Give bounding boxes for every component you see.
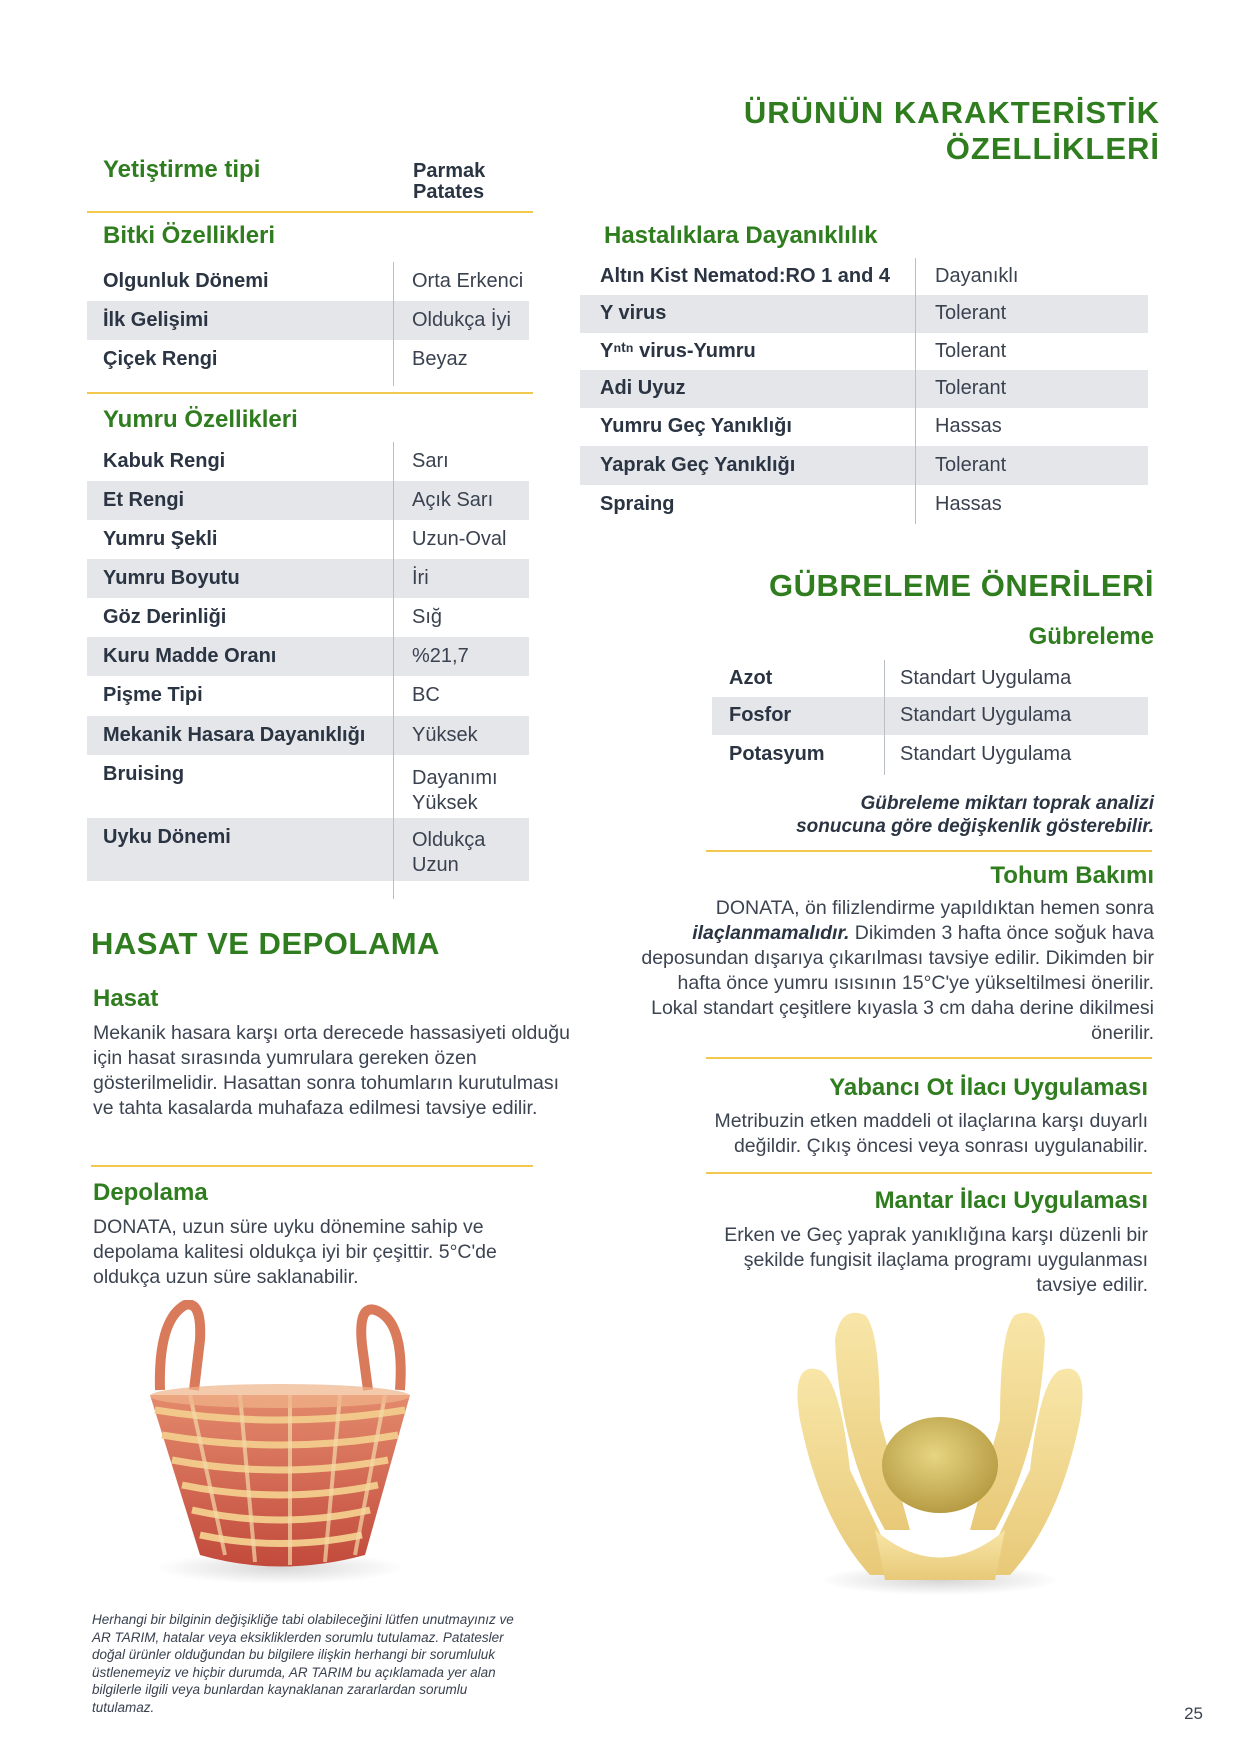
divider [91, 1165, 533, 1167]
row-value: Standart Uygulama [900, 743, 1072, 765]
row-value: BC [412, 684, 440, 706]
row-value: Standart Uygulama [900, 667, 1072, 689]
table-row [87, 755, 529, 818]
row-value: Sarı [412, 450, 449, 472]
row-value: %21,7 [412, 645, 469, 667]
row-label: Yaprak Geç Yanıklığı [600, 454, 796, 476]
harvest-heading: Hasat [93, 985, 159, 1012]
table-row [580, 446, 1148, 485]
row-label: Spraing [600, 493, 675, 515]
storage-heading: Depolama [93, 1179, 208, 1206]
divider [706, 1057, 1152, 1059]
table-row [87, 301, 529, 340]
table-row [712, 660, 1148, 697]
table-row [87, 598, 529, 637]
herbicide-heading: Yabancı Ot İlacı Uygulaması [829, 1074, 1148, 1101]
disease-heading: Hastalıklara Dayanıklılık [604, 222, 878, 249]
table-row [87, 520, 529, 559]
seed-care-text [634, 896, 1154, 1046]
plant-heading: Bitki Özellikleri [103, 222, 276, 249]
row-label: Olgunluk Dönemi [103, 270, 269, 292]
row-value: Tolerant [935, 454, 1007, 476]
row-value: Sığ [412, 606, 443, 628]
row-label: Yⁿᵗⁿ virus-Yumru [600, 340, 756, 362]
divider [706, 1172, 1152, 1174]
row-value: Dayanıklı [935, 265, 1019, 287]
table-row [580, 295, 1148, 333]
row-label: Et Rengi [103, 489, 185, 511]
row-label: Kabuk Rengi [103, 450, 226, 472]
row-label: Yumru Şekli [103, 528, 218, 550]
row-value: Tolerant [935, 302, 1007, 324]
storage-text: DONATA, uzun süre uyku dönemine sahip ve depolama kalitesi oldukça iyi bir çeşittir. 5°C'de oldukça uzun süre saklanabilir. [93, 1216, 497, 1288]
row-label: Çiçek Rengi [103, 348, 218, 370]
harvest-title: HASAT VE DEPOLAMA [91, 926, 440, 961]
growing-type-value: Parmak Patates [413, 160, 486, 203]
row-value: Oldukça İyi [412, 309, 511, 331]
seed-care-text-a: DONATA, ön filizlendirme yapıldıktan hemen sonra [715, 897, 1154, 919]
row-value: Orta Erkenci [412, 270, 524, 292]
table-row [87, 481, 529, 520]
column-divider [884, 660, 885, 775]
table-row [87, 716, 529, 755]
row-value: Uzun-Oval [412, 528, 507, 550]
potato-hands-image [780, 1300, 1100, 1600]
fertilization-table [712, 660, 1148, 775]
row-label: Fosfor [729, 704, 792, 726]
divider [87, 392, 533, 394]
row-value: İri [412, 567, 429, 589]
seed-care-warning: ilaçlanmamalıdır. [692, 922, 850, 944]
table-row [87, 676, 529, 716]
column-divider [393, 442, 394, 899]
fertilization-note-line: Gübreleme miktarı toprak analizi [860, 793, 1154, 814]
page-number: 25 [1184, 1704, 1203, 1723]
table-row [87, 442, 529, 481]
row-value: Oldukça Uzun [412, 829, 486, 876]
row-value: Dayanımı Yüksek [412, 767, 498, 814]
table-row [87, 559, 529, 598]
table-row [87, 818, 529, 881]
table-row [580, 485, 1148, 524]
row-label: İlk Gelişimi [103, 309, 209, 331]
page-title: ÜRÜNÜN KARAKTERİSTİK ÖZELLİKLERİ [743, 95, 1160, 166]
tuber-table [87, 442, 529, 881]
column-divider [393, 262, 394, 386]
row-value: Yüksek [412, 724, 478, 746]
disclaimer: Herhangi bir bilginin değişikliğe tabi olabileceğini lütfen unutmayınız ve AR TARIM, hatalar veya eksikliklerden sorumlu tutulamaz. Patatesler doğal ürünler olduğundan bu bilgilere ilişkin herhangi bir sorumluluk üstlenemeyiz ve hiçbir durumda, AR TARIM bu açıklamada yer alan bilgilerle ilgili veya bunlardan kaynaklanan zararlardan sorumlu tutulamaz. [92, 1612, 514, 1715]
row-label: Mekanik Hasara Dayanıklığı [103, 724, 366, 746]
divider [87, 211, 533, 213]
seed-care-heading: Tohum Bakımı [990, 862, 1154, 889]
divider [706, 850, 1152, 852]
row-value: Tolerant [935, 377, 1007, 399]
table-row [580, 370, 1148, 408]
table-row [712, 735, 1148, 775]
row-label: Altın Kist Nematod:RO 1 and 4 [600, 265, 891, 287]
row-label: Azot [729, 667, 773, 689]
row-label: Kuru Madde Oranı [103, 645, 277, 667]
row-value: Standart Uygulama [900, 704, 1072, 726]
row-value: Açık Sarı [412, 489, 494, 511]
table-row [87, 340, 529, 379]
row-value: Hassas [935, 415, 1002, 437]
growing-type-label: Yetiştirme tipi [103, 156, 261, 183]
fungicide-heading: Mantar İlacı Uygulaması [874, 1187, 1148, 1214]
tuber-heading: Yumru Özellikleri [103, 406, 298, 433]
row-value: Tolerant [935, 340, 1007, 362]
row-label: Göz Derinliği [103, 606, 227, 628]
table-row [580, 408, 1148, 446]
row-label: Bruising [103, 763, 185, 785]
row-value: Hassas [935, 493, 1002, 515]
fertilization-note-line: sonucuna göre değişkenlik gösterebilir. [796, 816, 1154, 837]
table-row [580, 333, 1148, 370]
row-label: Yumru Geç Yanıklığı [600, 415, 792, 437]
fertilization-title: GÜBRELEME ÖNERİLERİ [769, 568, 1154, 603]
column-divider [915, 258, 916, 524]
row-value: Beyaz [412, 348, 468, 370]
table-row [87, 262, 529, 301]
row-label: Pişme Tipi [103, 684, 203, 706]
table-row [580, 258, 1148, 295]
harvest-text: Mekanik hasara karşı orta derecede hassasiyeti olduğu için hasat sırasında yumrulara gereken özen gösterilmelidir. Hasattan sonra tohumların kurutulması ve tahta kasalarda muhafaza edilmesi tavsiye edilir. [93, 1022, 570, 1119]
herbicide-text: Metribuzin etken maddeli ot ilaçlarına karşı duyarlı değildir. Çıkış öncesi veya sonrası uygulanabilir. [714, 1110, 1148, 1157]
fertilization-subheading: Gübreleme [1028, 623, 1154, 650]
disease-table [580, 258, 1148, 524]
potato-basket-image [130, 1300, 430, 1590]
row-label: Y virus [600, 302, 667, 324]
row-label: Adi Uyuz [600, 377, 686, 399]
table-row [87, 637, 529, 676]
row-label: Yumru Boyutu [103, 567, 240, 589]
plant-table [87, 262, 529, 379]
row-label: Potasyum [729, 743, 825, 765]
fungicide-text: Erken ve Geç yaprak yanıklığına karşı düzenli bir şekilde fungisit ilaçlama programı uygulanması tavsiye edilir. [724, 1224, 1148, 1296]
seed-care-text-b: Dikimden 3 hafta önce soğuk hava deposundan dışarıya çıkarılması tavsiye edilir. Dikimden bir hafta önce yumru ısısının 15°C'ye yükseltilmesi önerilir. Lokal standart çeşitlere kıyasla 3 cm daha derine dikilmesi önerilir. [641, 922, 1154, 1044]
fertilization-note [796, 792, 1154, 838]
row-label: Uyku Dönemi [103, 826, 231, 848]
table-row [712, 697, 1148, 735]
